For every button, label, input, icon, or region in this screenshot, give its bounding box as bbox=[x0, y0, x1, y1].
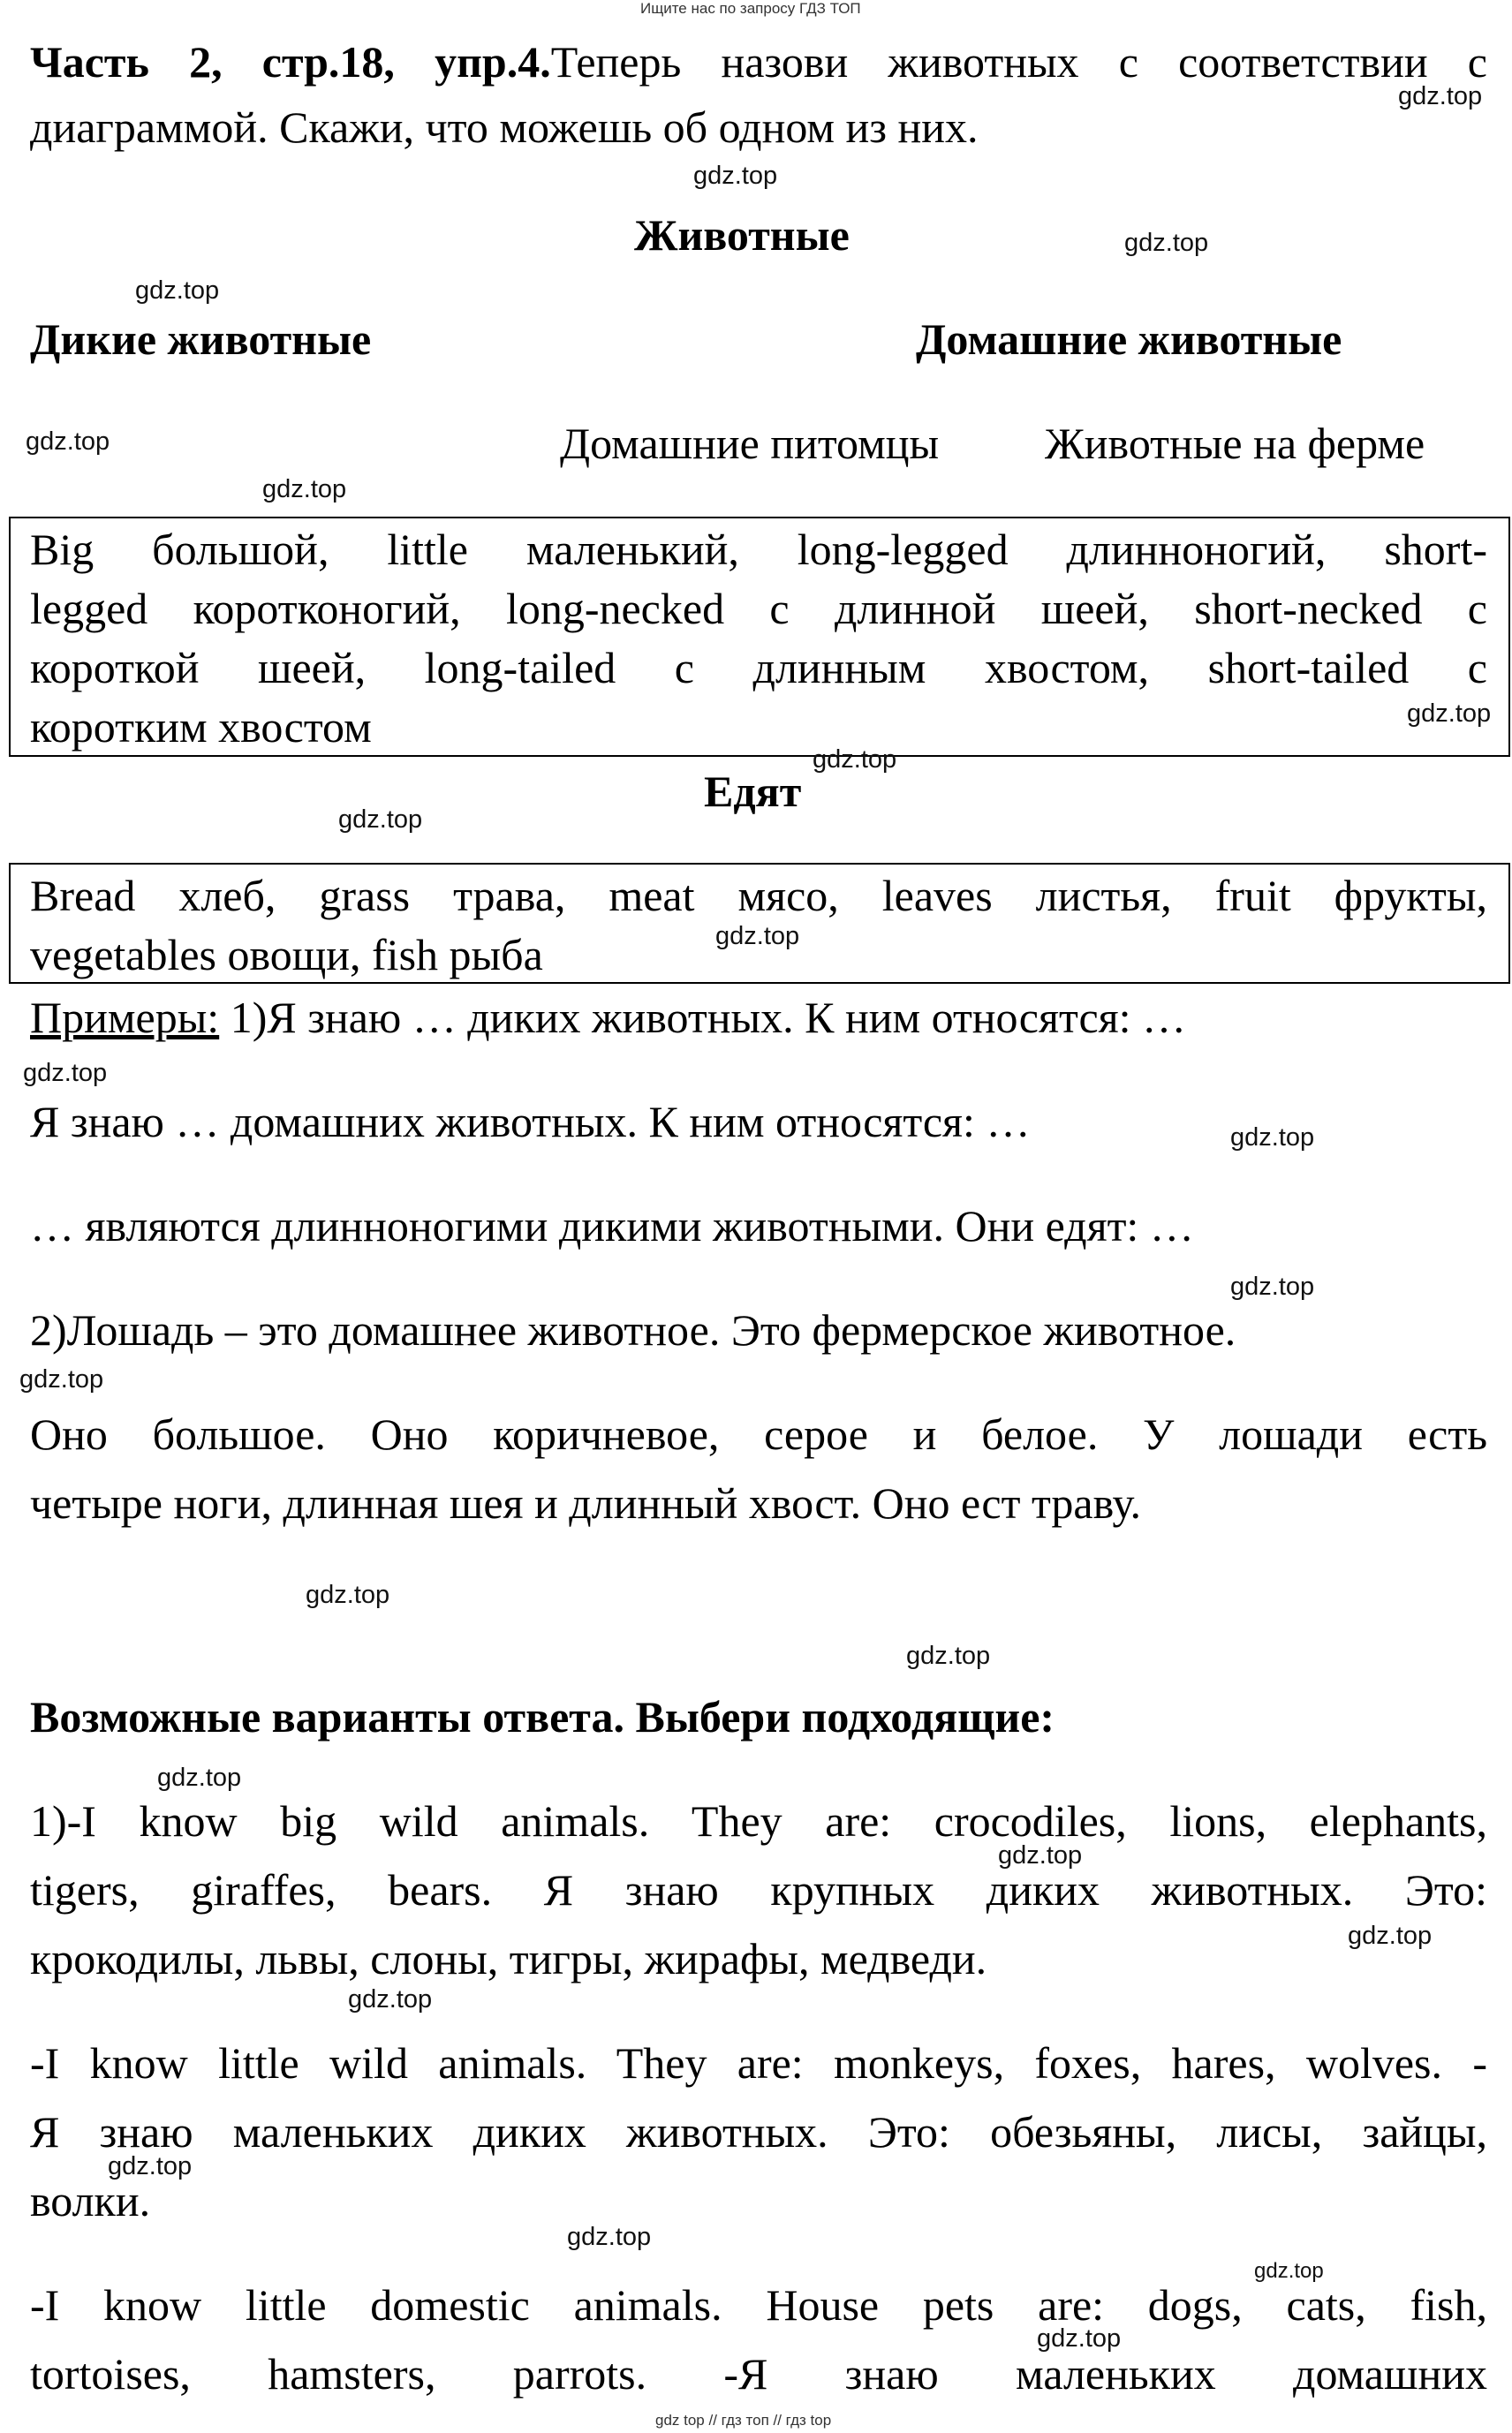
exercise-heading-line1 bbox=[30, 35, 1487, 88]
examples-line3: … являются длинноногими дикими животными. Они едят: … bbox=[30, 1201, 1194, 1251]
watermark: gdz.top bbox=[26, 427, 110, 456]
watermark: gdz.top bbox=[135, 276, 220, 305]
watermark: gdz.top bbox=[1037, 2324, 1122, 2353]
bottom-banner: gdz top // гдз топ // гдз top bbox=[655, 2412, 832, 2429]
watermark: gdz.top bbox=[998, 1841, 1083, 1870]
answer-line: tortoises, hamsters, parrots. -Я знаю маленьких домашних bbox=[30, 2349, 1487, 2399]
diagram-domestic: Домашние животные bbox=[916, 314, 1342, 364]
food-line: Bread хлеб, grass трава, meat мясо, leaves листья, fruit фрукты, bbox=[30, 871, 1487, 920]
adjectives-line: коротким хвостом bbox=[30, 702, 372, 752]
exercise-task: Теперь назови животных с соответствии с bbox=[550, 37, 1487, 87]
exercise-number: Часть 2, стр.18, упр.4. bbox=[30, 37, 551, 87]
answers-heading: Возможные варианты ответа. Выбери подходящие: bbox=[30, 1692, 1055, 1742]
examples-line5: Оно большое. Оно коричневое, серое и белое. У лошади есть bbox=[30, 1409, 1487, 1459]
diagram-pets: Домашние питомцы bbox=[560, 419, 940, 468]
top-banner: Ищите нас по запросу ГДЗ ТОП bbox=[640, 0, 861, 17]
diagram-farm: Животные на ферме bbox=[1045, 419, 1425, 468]
diagram-wild: Дикие животные bbox=[30, 314, 372, 364]
answer-line: -I know little domestic animals. House pets are: dogs, cats, fish, bbox=[30, 2280, 1487, 2330]
watermark: gdz.top bbox=[567, 2223, 652, 2251]
answer-line: tigers, giraffes, bears. Я знаю крупных диких животных. Это: bbox=[30, 1865, 1487, 1915]
examples-label: Примеры: bbox=[30, 993, 220, 1042]
exercise-heading-line2: диаграммой. Скажи, что можешь об одном из них. bbox=[30, 102, 979, 152]
watermark: gdz.top bbox=[348, 1985, 433, 2014]
answer-line: -I know little wild animals. They are: monkeys, foxes, hares, wolves. - bbox=[30, 2038, 1487, 2088]
examples-line6: четыре ноги, длинная шея и длинный хвост. Оно ест траву. bbox=[30, 1478, 1142, 1528]
examples-line4: 2)Лошадь – это домашнее животное. Это фермерское животное. bbox=[30, 1305, 1236, 1355]
watermark: gdz.top bbox=[1254, 2259, 1324, 2283]
watermark: gdz.top bbox=[1230, 1273, 1315, 1301]
answer-line: 1)-I know big wild animals. They are: crocodiles, lions, elephants, bbox=[30, 1796, 1487, 1846]
watermark: gdz.top bbox=[1124, 229, 1209, 257]
watermark: gdz.top bbox=[1407, 699, 1492, 728]
watermark: gdz.top bbox=[813, 745, 897, 774]
answer-line: волки. bbox=[30, 2176, 151, 2225]
adjectives-line: Big большой, little маленький, long-legged длинноногий, short- bbox=[30, 525, 1487, 574]
adjectives-line: legged коротконогий, long-necked с длинной шеей, short-necked с bbox=[30, 584, 1487, 633]
examples-line1: Примеры: 1)Я знаю … диких животных. К ним относятся: … bbox=[30, 993, 1187, 1042]
watermark: gdz.top bbox=[157, 1764, 242, 1792]
watermark: gdz.top bbox=[906, 1642, 991, 1670]
watermark: gdz.top bbox=[1398, 82, 1483, 110]
watermark: gdz.top bbox=[1230, 1123, 1315, 1152]
watermark: gdz.top bbox=[23, 1059, 108, 1087]
watermark: gdz.top bbox=[338, 805, 423, 834]
watermark: gdz.top bbox=[19, 1365, 104, 1394]
watermark: gdz.top bbox=[262, 475, 347, 503]
food-line: vegetables овощи, fish рыба bbox=[30, 930, 543, 979]
watermark: gdz.top bbox=[306, 1581, 390, 1609]
watermark: gdz.top bbox=[108, 2152, 193, 2180]
examples-line2: Я знаю … домашних животных. К ним относятся: … bbox=[30, 1097, 1031, 1146]
answer-line: Я знаю маленьких диких животных. Это: обезьяны, лисы, зайцы, bbox=[30, 2107, 1487, 2157]
adjectives-line: короткой шеей, long-tailed с длинным хвостом, short-tailed с bbox=[30, 643, 1487, 692]
watermark: gdz.top bbox=[1348, 1922, 1433, 1950]
watermark: gdz.top bbox=[693, 162, 778, 190]
eat-heading: Едят bbox=[704, 767, 802, 816]
diagram-root: Животные bbox=[634, 210, 850, 260]
watermark: gdz.top bbox=[715, 922, 800, 950]
answer-line: крокодилы, львы, слоны, тигры, жирафы, медведи. bbox=[30, 1934, 987, 1983]
